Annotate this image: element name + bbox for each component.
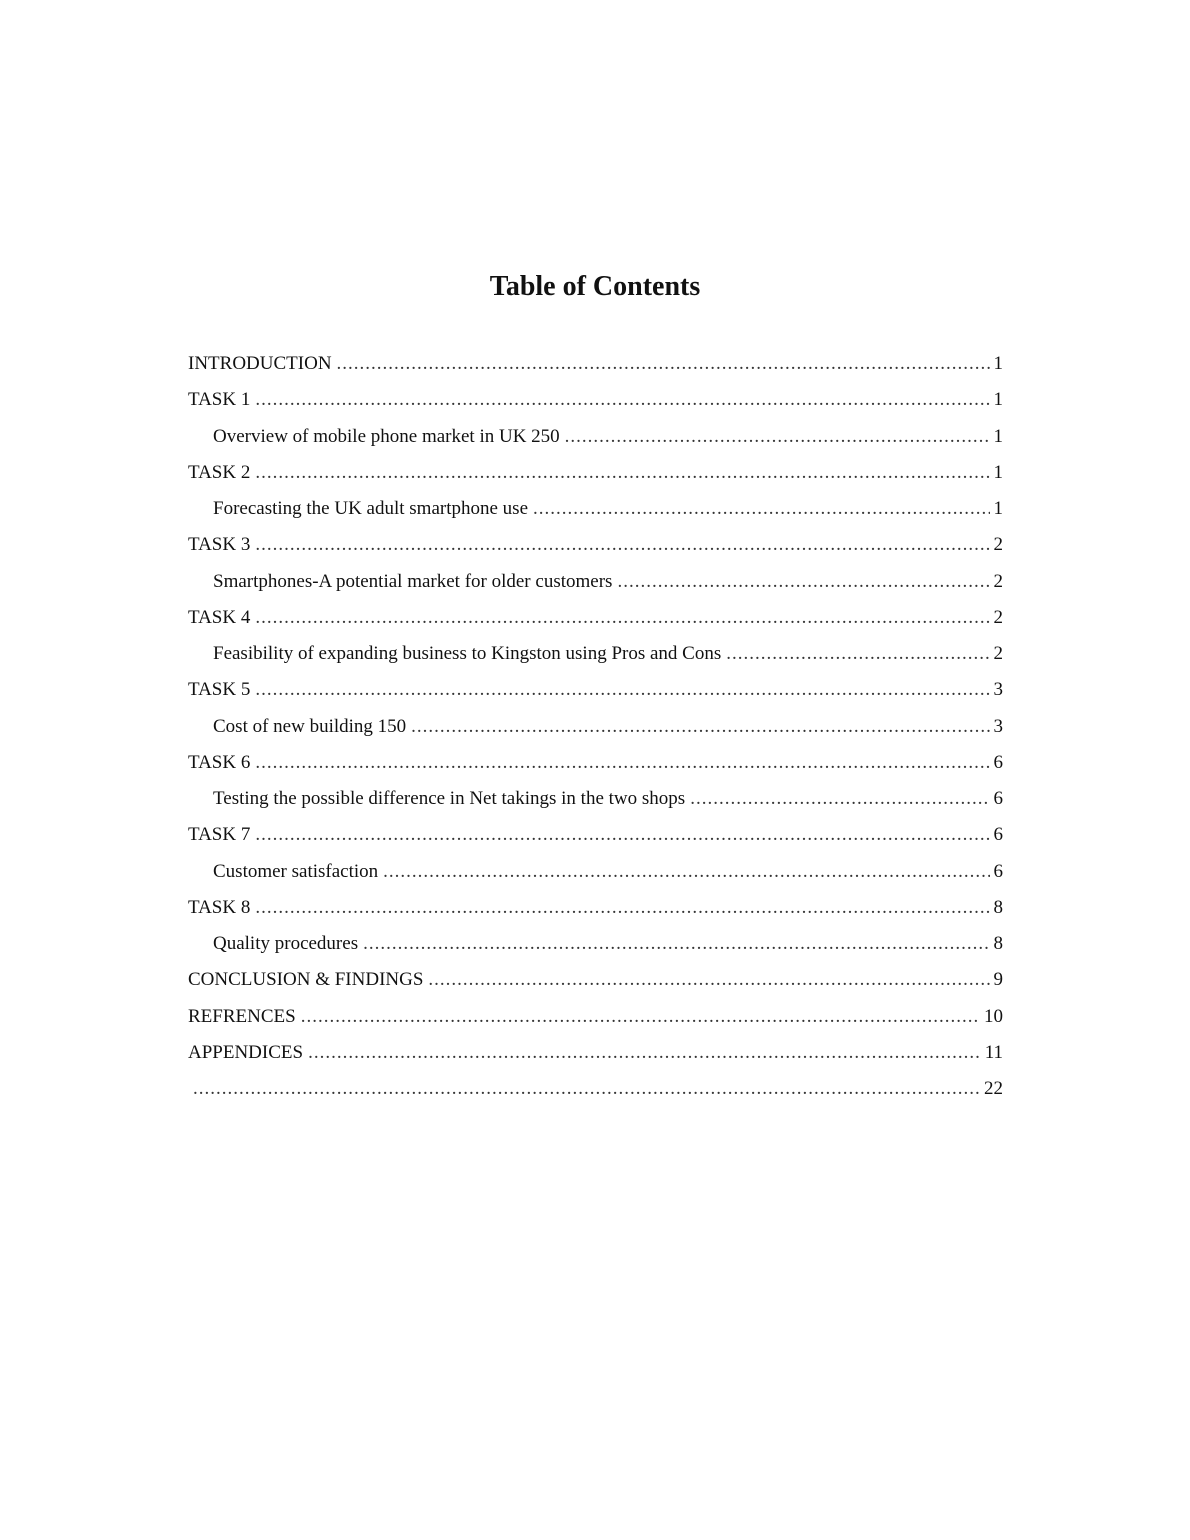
toc-page-number: 22 bbox=[984, 1078, 1003, 1099]
toc-entry[interactable] bbox=[188, 926, 1003, 962]
toc-entry[interactable] bbox=[188, 890, 1003, 926]
toc-dot-leader bbox=[255, 455, 989, 491]
toc-entry-label: TASK 4 bbox=[188, 606, 251, 628]
toc-page-number: 6 bbox=[993, 860, 1003, 882]
toc-entry[interactable] bbox=[188, 564, 1003, 600]
toc-entry[interactable] bbox=[188, 527, 1003, 563]
toc-page-number: 2 bbox=[993, 570, 1003, 592]
toc-page-number: 11 bbox=[984, 1041, 1003, 1063]
toc-dot-leader bbox=[690, 781, 989, 817]
toc-dot-leader bbox=[726, 636, 989, 672]
toc-page-number: 1 bbox=[993, 425, 1003, 447]
toc-page-number: 2 bbox=[993, 643, 1003, 664]
toc-page-number: 2 bbox=[993, 606, 1003, 628]
toc-entry[interactable] bbox=[188, 600, 1003, 636]
toc-dot-leader bbox=[411, 709, 989, 745]
toc-entry-label: APPENDICES bbox=[188, 1041, 304, 1063]
toc-page-number: 1 bbox=[993, 461, 1003, 483]
toc-entry[interactable] bbox=[188, 419, 1003, 455]
toc-entry[interactable] bbox=[188, 1071, 1003, 1107]
toc-entry-label: CONCLUSION & FINDINGS bbox=[188, 969, 424, 991]
toc-dot-leader bbox=[565, 419, 990, 455]
toc-dot-leader bbox=[533, 491, 989, 527]
toc-entry-label: Cost of new building 150 bbox=[213, 715, 407, 737]
toc-page-number: 3 bbox=[993, 715, 1003, 737]
toc-dot-leader bbox=[255, 527, 989, 563]
toc-page-number: 10 bbox=[984, 1005, 1003, 1027]
toc-dot-leader bbox=[255, 890, 989, 926]
toc-entry-label: Testing the possible difference in Net takings in the two shops bbox=[213, 788, 686, 809]
toc-entry-label: Quality procedures bbox=[213, 933, 359, 954]
toc-entry[interactable] bbox=[188, 962, 1003, 998]
toc-page-number: 8 bbox=[993, 896, 1003, 918]
toc-entry[interactable] bbox=[188, 745, 1003, 781]
toc-entry[interactable] bbox=[188, 709, 1003, 745]
toc-entry-label: TASK 8 bbox=[188, 896, 251, 918]
toc-dot-leader bbox=[193, 1071, 980, 1107]
toc-entry-label: Feasibility of expanding business to Kingston using Pros and Cons bbox=[213, 643, 722, 664]
toc-dot-leader bbox=[301, 999, 980, 1035]
toc-entry-label: REFRENCES bbox=[188, 1005, 296, 1027]
toc-dot-leader bbox=[337, 346, 990, 382]
toc-page-number: 1 bbox=[993, 353, 1003, 374]
page-title: Table of Contents bbox=[489, 271, 701, 302]
toc-page-number: 6 bbox=[993, 751, 1003, 773]
toc-page-number: 9 bbox=[993, 969, 1003, 991]
toc-entry[interactable] bbox=[188, 817, 1003, 853]
toc-entry[interactable] bbox=[188, 781, 1003, 817]
toc-page-number: 8 bbox=[993, 933, 1003, 954]
toc-dot-leader bbox=[255, 745, 989, 781]
toc-dot-leader bbox=[308, 1035, 981, 1071]
toc-entry[interactable] bbox=[188, 382, 1003, 418]
table-of-contents bbox=[188, 346, 1003, 1107]
toc-entry-label: TASK 1 bbox=[188, 389, 251, 411]
toc-entry[interactable] bbox=[188, 999, 1003, 1035]
toc-entry-label: INTRODUCTION bbox=[188, 353, 332, 374]
toc-entry[interactable] bbox=[188, 636, 1003, 672]
toc-page-number: 1 bbox=[993, 498, 1003, 519]
toc-entry-label: TASK 6 bbox=[188, 751, 251, 773]
toc-entry[interactable] bbox=[188, 1035, 1003, 1071]
toc-page-number: 1 bbox=[993, 389, 1003, 411]
toc-entry-label: TASK 5 bbox=[188, 679, 251, 701]
toc-entry-label: Overview of mobile phone market in UK 250 bbox=[213, 425, 560, 447]
toc-dot-leader bbox=[255, 600, 989, 636]
toc-dot-leader bbox=[255, 817, 989, 853]
toc-entry[interactable] bbox=[188, 346, 1003, 382]
toc-dot-leader bbox=[363, 926, 989, 962]
toc-dot-leader bbox=[617, 564, 989, 600]
toc-entry-label: TASK 3 bbox=[188, 534, 251, 556]
toc-entry-label: TASK 7 bbox=[188, 824, 251, 846]
toc-entry-label: Forecasting the UK adult smartphone use bbox=[213, 498, 529, 519]
toc-entry[interactable] bbox=[188, 455, 1003, 491]
toc-dot-leader bbox=[428, 962, 989, 998]
toc-page-number: 6 bbox=[993, 824, 1003, 846]
toc-page-number: 3 bbox=[993, 679, 1003, 701]
toc-dot-leader bbox=[383, 854, 989, 890]
toc-page-number: 2 bbox=[993, 534, 1003, 556]
toc-entry-label: Customer satisfaction bbox=[213, 860, 379, 882]
toc-page-number: 6 bbox=[993, 788, 1003, 809]
toc-entry[interactable] bbox=[188, 854, 1003, 890]
toc-entry-label: TASK 2 bbox=[188, 461, 251, 483]
toc-entry-label: Smartphones-A potential market for older customers bbox=[213, 570, 613, 592]
toc-dot-leader bbox=[255, 382, 989, 418]
toc-dot-leader bbox=[255, 672, 989, 708]
toc-entry[interactable] bbox=[188, 491, 1003, 527]
toc-entry[interactable] bbox=[188, 672, 1003, 708]
